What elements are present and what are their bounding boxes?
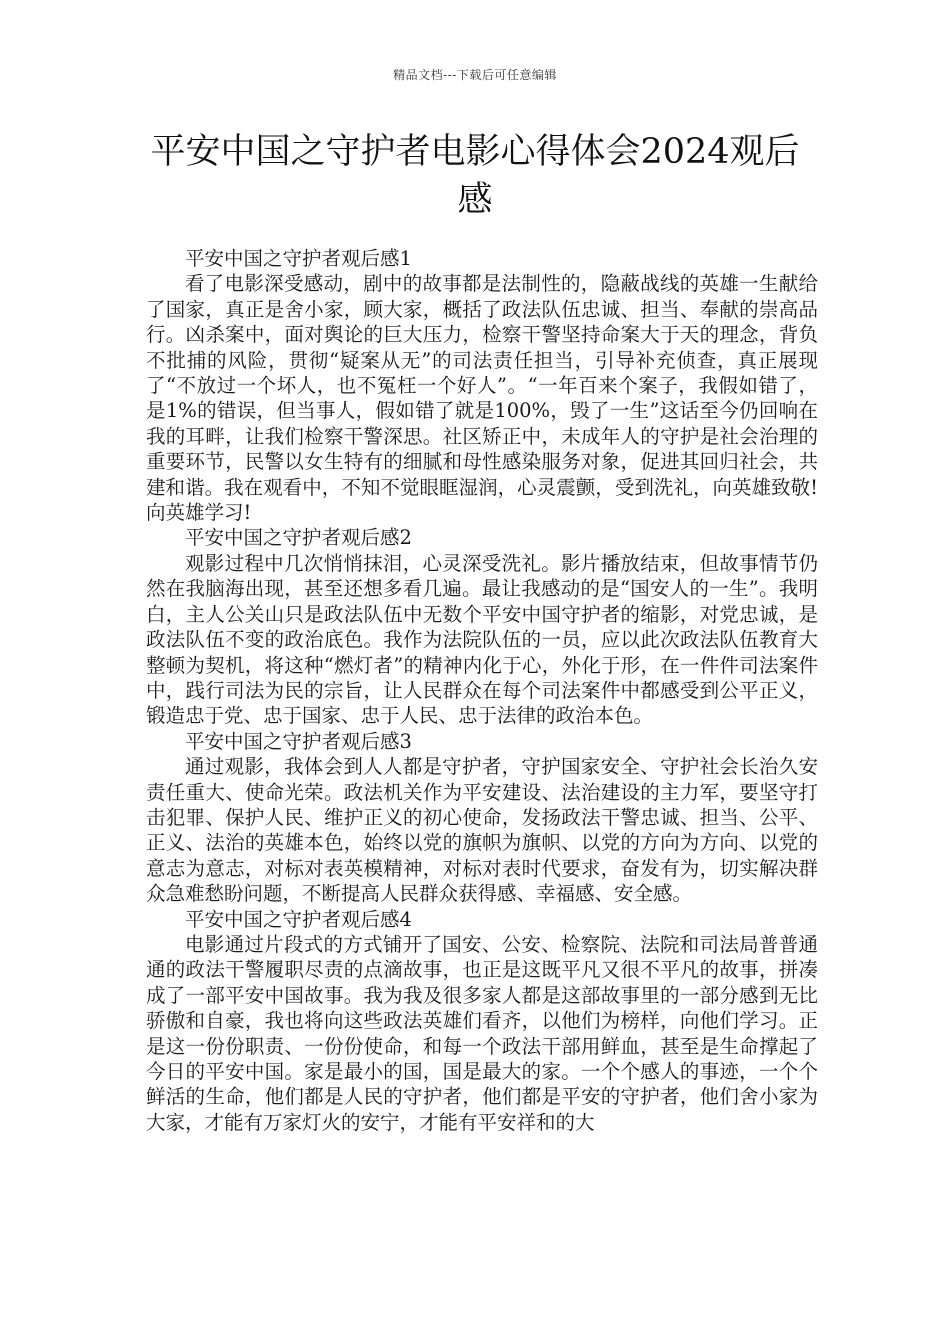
- section-paragraph-4: 电影通过片段式的方式铺开了国安、公安、检察院、法院和司法局普普通通的政法干警履职尽责的点滴故事，也正是这既平凡又很不平凡的故事，拼凑成了一部平安中国故事。我为我及很多家人都是这部故事里的一部分感到无比骄傲和自豪，我也将向这些政法英雄们看齐，以他们为榜样，向他们学习。正是这一份份职责、一份份使命，和每一个政法干部用鲜血，甚至是生命撑起了今日的平安中国。家是最小的国，国是最大的家。一个个感人的事迹，一个个鲜活的生命，他们都是人民的守护者，他们都是平安的守护者，他们舍小家为大家，才能有万家灯火的安宁，才能有平安祥和的大: [146, 932, 818, 1134]
- section-heading-1: 平安中国之守护者观后感1: [185, 247, 412, 270]
- section-paragraph-2: 观影过程中几次悄悄抹泪，心灵深受洗礼。影片播放结束，但故事情节仍然在我脑海出现，甚至还想多看几遍。最让我感动的是“国安人的一生”。我明白，主人公关山只是政法队伍中无数个平安中国守护者的缩影，对党忠诚，是政法队伍不变的政治底色。我作为法院队伍的一员，应以此次政法队伍教育大整顿为契机，将这种“燃灯者”的精神内化于心，外化于形，在一件件司法案件中，践行司法为民的宗旨，让人民群众在每个司法案件中都感受到公平正义，锻造忠于党、忠于国家、忠于人民、忠于法律的政治本色。: [146, 551, 818, 728]
- section-paragraph-3: 通过观影，我体会到人人都是守护者，守护国家安全、守护社会长治久安责任重大、使命光荣。政法机关作为平安建设、法治建设的主力军，要坚守打击犯罪、保护人民、维护正义的初心使命，发扬政法干警忠诚、担当、公平、正义、法治的英雄本色，始终以党的旗帜为旗帜、以党的方向为方向、以党的意志为意志，对标对表英模精神，对标对表时代要求，奋发有为，切实解决群众急难愁盼问题，不断提高人民群众获得感、幸福感、安全感。: [146, 755, 818, 906]
- section-heading-4: 平安中国之守护者观后感4: [185, 907, 412, 931]
- section-heading-3: 平安中国之守护者观后感3: [185, 729, 412, 753]
- section-paragraph-1: 看了电影深受感动，剧中的故事都是法制性的，隐蔽战线的英雄一生献给了国家，真正是舍小家，顾大家，概括了政法队伍忠诚、担当、奉献的崇高品行。凶杀案中，面对舆论的巨大压力，检察干警坚持命案大于天的理念，背负不批捕的风险，贯彻“疑案从无”的司法责任担当，引导补充侦查，真正展现了“不放过一个坏人，也不冤枉一个好人”。“一年百来个案子，我假如错了，是1%的错误，但当事人，假如错了就是100%，毁了一生”这话至今仍回响在我的耳畔，让我们检察干警深思。社区矫正中，未成年人的守护是社会治理的重要环节，民警以女生特有的细腻和母性感染服务对象，促进其回归社会，共建和谐。我在观看中，不知不觉眼眶湿润，心灵震颤，受到洗礼，向英雄致敬!向英雄学习!: [146, 272, 818, 525]
- header-note: 精品文档---下载后可任意编辑: [393, 68, 557, 82]
- section-heading-2: 平安中国之守护者观后感2: [185, 526, 412, 550]
- document-body: [146, 246, 818, 1135]
- document-title: 平安中国之守护者电影心得体会2024观后感: [150, 132, 800, 220]
